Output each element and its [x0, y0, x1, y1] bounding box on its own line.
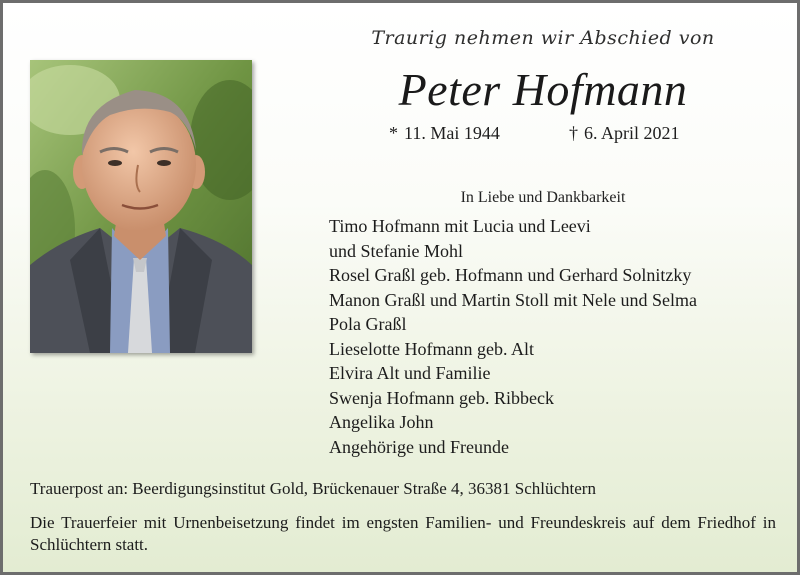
list-item: Angelika John: [329, 412, 434, 432]
death-cross-icon: †: [569, 123, 578, 143]
ceremony-notice: Die Trauerfeier mit Urnenbeisetzung findet im engsten Familien- und Freundeskreis auf dem Friedhof in Schlüchtern statt.: [30, 513, 776, 554]
death-date-line: [569, 123, 680, 144]
mourning-mail-address: Trauerpost an: Beerdigungsinstitut Gold, Brückenauer Straße 4, 36381 Schlüchtern: [30, 479, 596, 498]
deceased-name: Peter Hofmann: [398, 64, 688, 115]
list-item: Angehörige und Freunde: [329, 436, 509, 457]
birth-date-line: [389, 123, 500, 144]
obituary-card: [3, 3, 797, 572]
birth-date: 11. Mai 1944: [404, 123, 500, 143]
mourners-list: [329, 214, 697, 459]
portrait-photo-icon: [30, 60, 252, 353]
list-item: Timo Hofmann mit Lucia und Leevi: [329, 216, 591, 236]
birth-star-icon: *: [389, 123, 398, 143]
list-item: Manon Graßl und Martin Stoll mit Nele und Selma: [329, 289, 697, 310]
intro-line: Traurig nehmen wir Abschied von: [371, 27, 715, 49]
list-item: Lieselotte Hofmann geb. Alt: [329, 338, 534, 359]
loving-line: In Liebe und Dankbarkeit: [460, 189, 626, 206]
list-item: Pola Graßl: [329, 314, 407, 334]
list-item: und Stefanie Mohl: [329, 240, 463, 261]
death-date: 6. April 2021: [584, 123, 680, 143]
list-item: Elvira Alt und Familie: [329, 363, 491, 383]
list-item: Swenja Hofmann geb. Ribbeck: [329, 387, 554, 408]
portrait-photo: [30, 60, 252, 353]
list-item: Rosel Graßl geb. Hofmann und Gerhard Solnitzky: [329, 265, 692, 285]
